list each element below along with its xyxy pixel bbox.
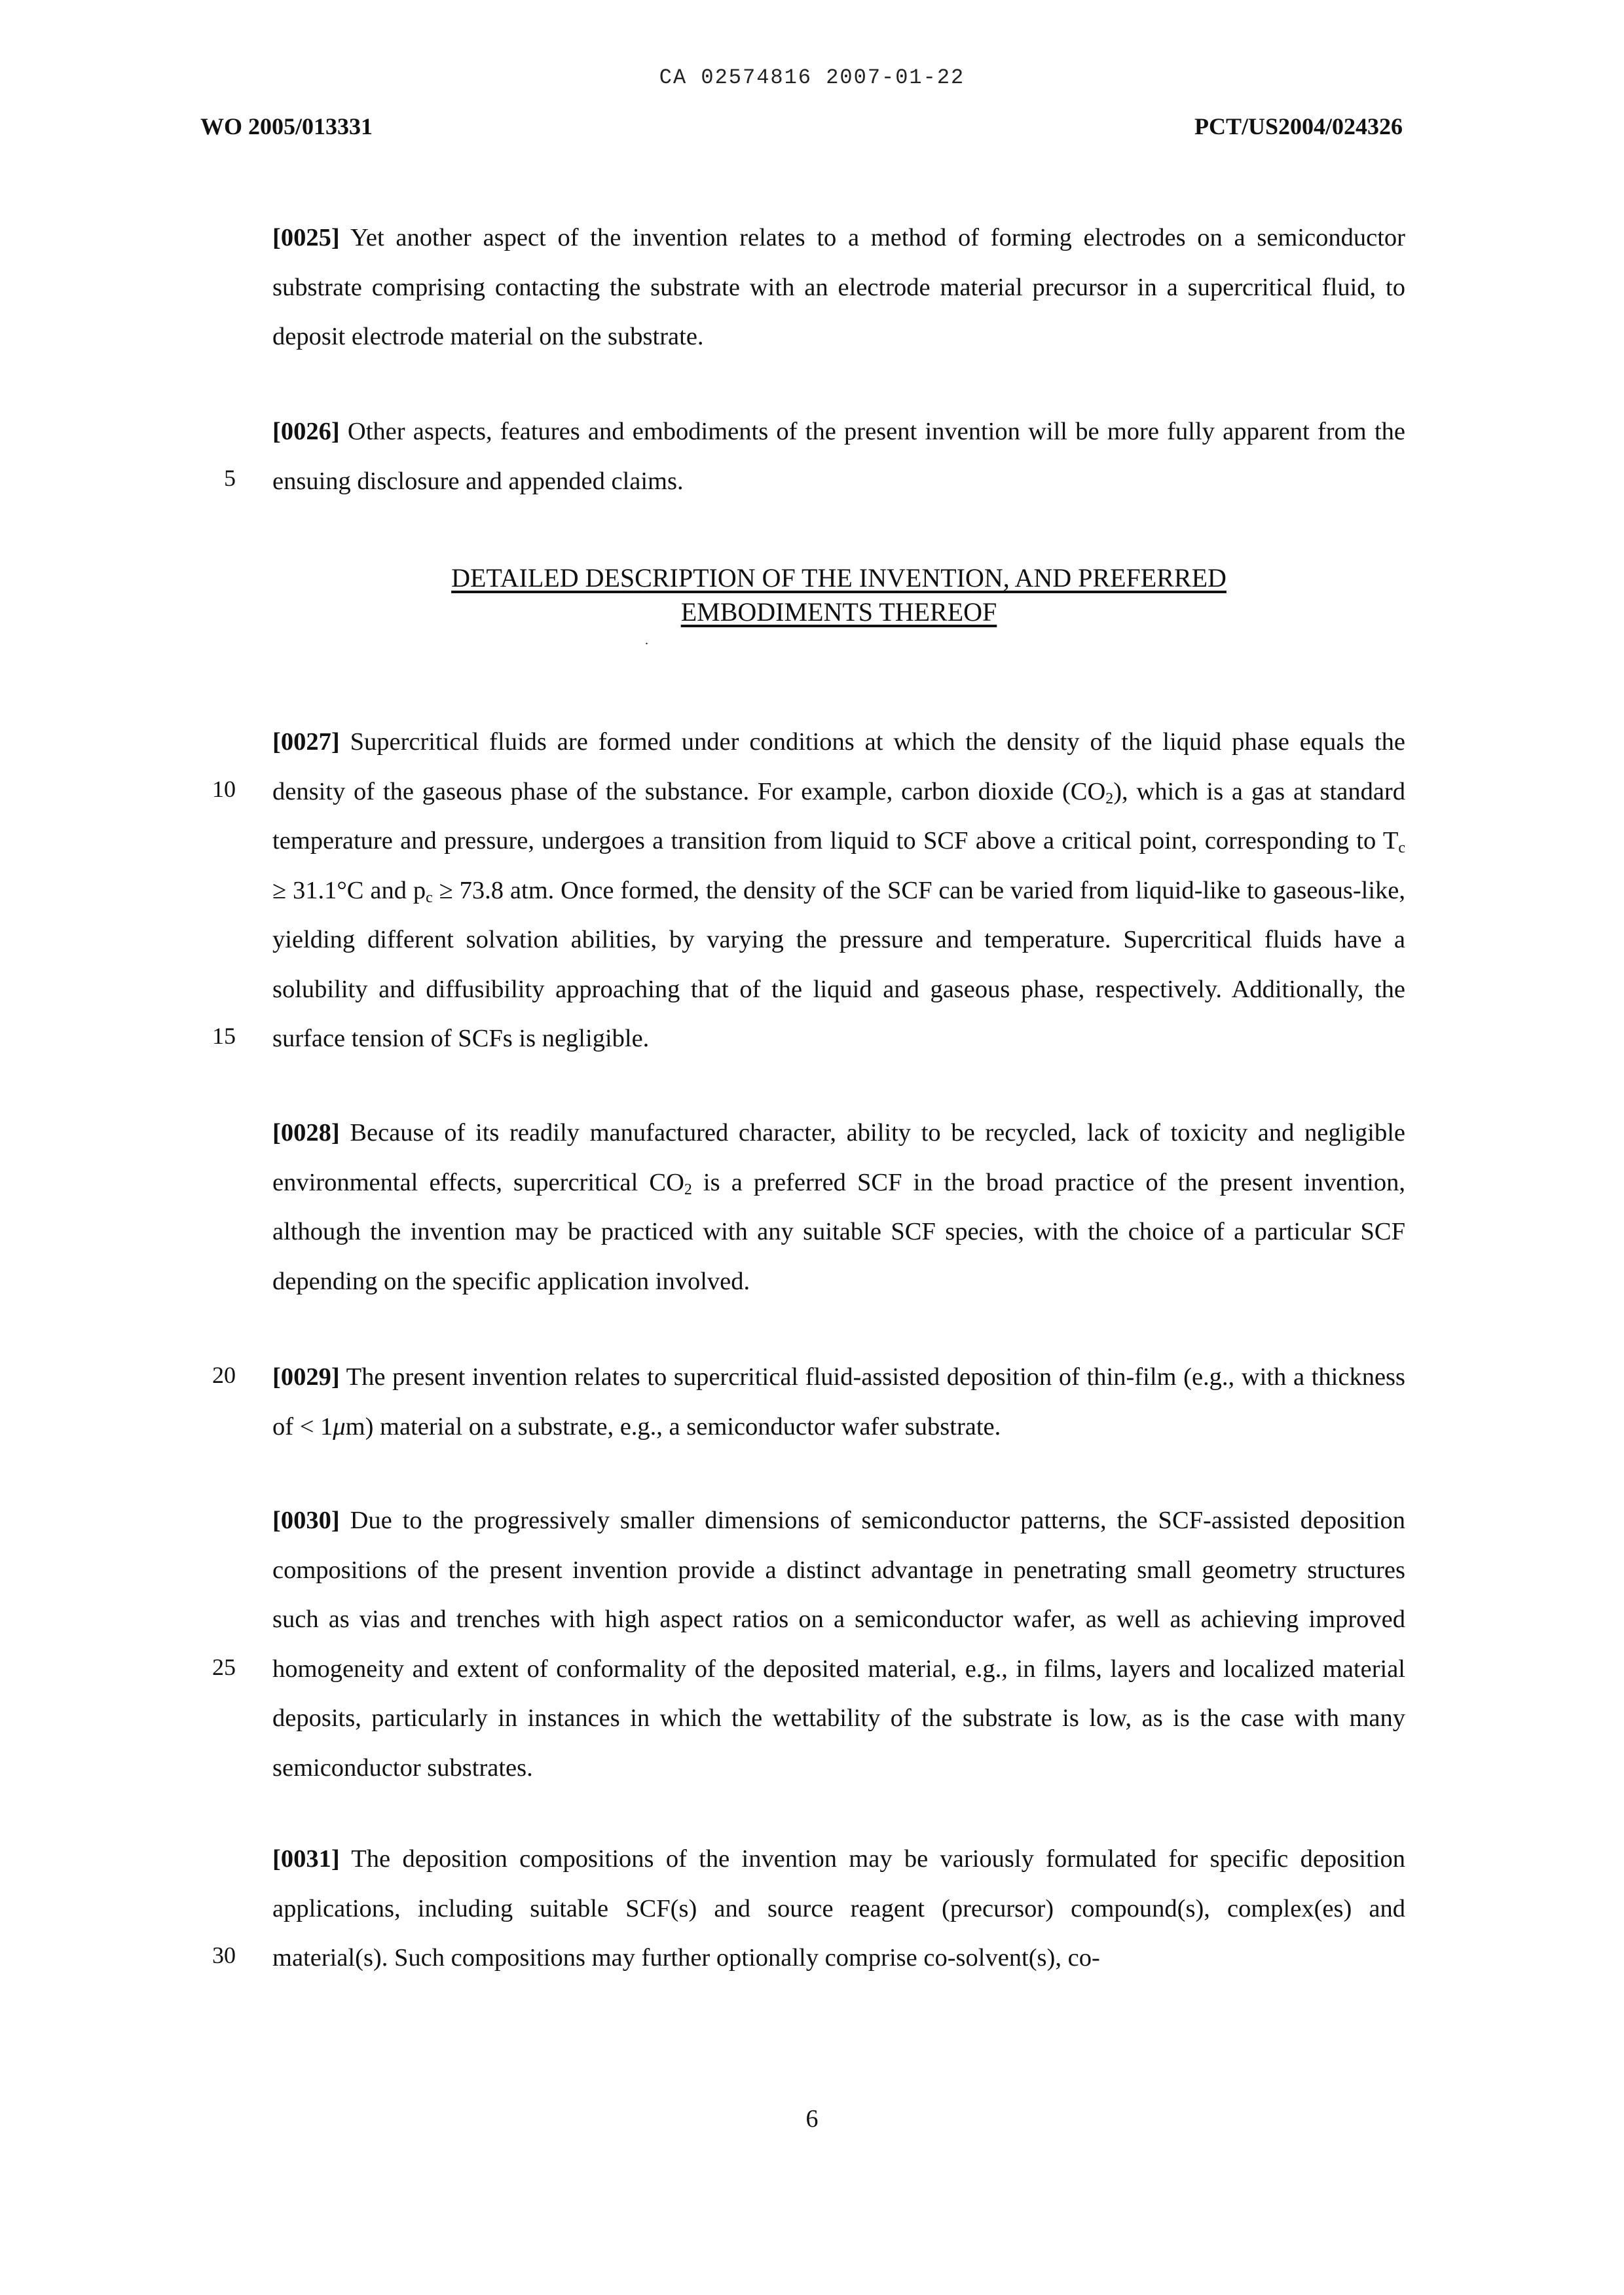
paragraph-text: Other aspects, features and embodiments of the present invention will be more fully apparent from the ensuing disclosure and appended claims. — [272, 418, 1406, 495]
paragraph-text: Due to the progressively smaller dimensions of semiconductor patterns, the SCF-assisted deposition compositions of the present invention provide a distinct advantage in penetrating small geometry structures such as vias and trenches with high aspect ratios on a semiconductor wafer, as well as achieving improved homogeneity and extent of conformality of the deposited material, e.g., in films, layers and localized material deposits, particularly in instances in which the wettability of the substrate is low, as is the case with many semiconductor substrates. — [272, 1507, 1406, 1782]
paragraph-number: [0030] — [272, 1507, 340, 1534]
paragraph-text: Yet another aspect of the invention relates to a method of forming electrodes on a semiconductor substrate comprising contacting the substrate with an electrode material precursor in a supercritical fluid, to deposit electrode material on the substrate. — [272, 224, 1405, 350]
paragraph-0028 — [272, 1109, 1405, 1306]
paragraph-number: [0026] — [272, 418, 340, 445]
line-number: 15 — [212, 1023, 236, 1049]
paragraph-number: [0031] — [272, 1845, 340, 1873]
paragraph-number: [0027] — [272, 728, 340, 756]
paragraph-number: [0029] — [272, 1363, 340, 1391]
paragraph-text: ≥ 73.8 atm. Once formed, the density of the SCF can be varied from liquid-like to gaseous-like, yielding different solvation abilities, by varying the pressure and temperature. Supercritical fluids have a solubility and diffusibility approaching that of the liquid and gaseous phase, respectively. Additionally, the surface tension of SCFs is negligible. — [272, 876, 1405, 1052]
section-heading-line-2: EMBODIMENTS THEREOF — [680, 597, 997, 627]
paragraph-0025 — [272, 213, 1405, 362]
section-heading-line-1: DETAILED DESCRIPTION OF THE INVENTION, AND PREFERRED — [451, 563, 1227, 593]
subscript: c — [426, 889, 433, 906]
line-number: 25 — [212, 1654, 236, 1680]
paragraph-text: is a preferred SCF in the broad practice of the present invention, although the invention may be practiced with any suitable SCF species, with the choice of a particular SCF depending on the specific application involved. — [272, 1168, 1406, 1295]
page-number: 6 — [805, 2105, 819, 2133]
paragraph-0031 — [272, 1835, 1405, 1983]
paragraph-0027 — [272, 718, 1405, 1064]
subscript: 2 — [1105, 790, 1114, 807]
line-number: 5 — [224, 465, 236, 491]
paragraph-0029 — [272, 1353, 1405, 1452]
line-number: 30 — [212, 1942, 236, 1968]
paragraph-text: m) material on a substrate, e.g., a semiconductor wafer substrate. — [345, 1412, 1001, 1441]
paragraph-number: [0028] — [272, 1119, 340, 1147]
pct-application-number: PCT/US2004/024326 — [1194, 113, 1403, 139]
scan-mark: . — [645, 633, 648, 648]
subscript: c — [1398, 839, 1405, 856]
paragraph-text: Supercritical fluids are formed under conditions at which the density of the liquid phase equals the density of the gaseous phase of the substance. For example, carbon dioxide (CO — [272, 728, 1406, 805]
paragraph-text: ), which is a gas at standard temperature and pressure, undergoes a transition from liquid to SCF above a critical point, corresponding to T — [272, 777, 1405, 854]
ca-document-number: CA 02574816 2007-01-22 — [659, 65, 965, 90]
micro-symbol: μ — [333, 1412, 346, 1441]
line-number: 10 — [212, 776, 236, 802]
paragraph-text: ≥ 31.1°C and p — [272, 876, 426, 904]
paragraph-number: [0025] — [272, 224, 340, 251]
paragraph-text: Because of its readily manufactured character, ability to be recycled, lack of toxicity and negligible environmental effects, supercritical CO — [272, 1119, 1406, 1196]
line-number: 20 — [212, 1362, 236, 1388]
subscript: 2 — [684, 1181, 692, 1198]
paragraph-0030 — [272, 1496, 1405, 1793]
wo-publication-number: WO 2005/013331 — [200, 113, 373, 139]
paragraph-text: The present invention relates to supercritical fluid-assisted deposition of thin-film (e.g., with a thickness of < 1 — [272, 1363, 1406, 1441]
paragraph-text: The deposition compositions of the invention may be variously formulated for specific deposition applications, including suitable SCF(s) and source reagent (precursor) compound(s), complex(es) and material(s). Such compositions may further optionally comprise co-solvent(s), co- — [272, 1845, 1405, 1972]
paragraph-0026 — [272, 407, 1405, 506]
